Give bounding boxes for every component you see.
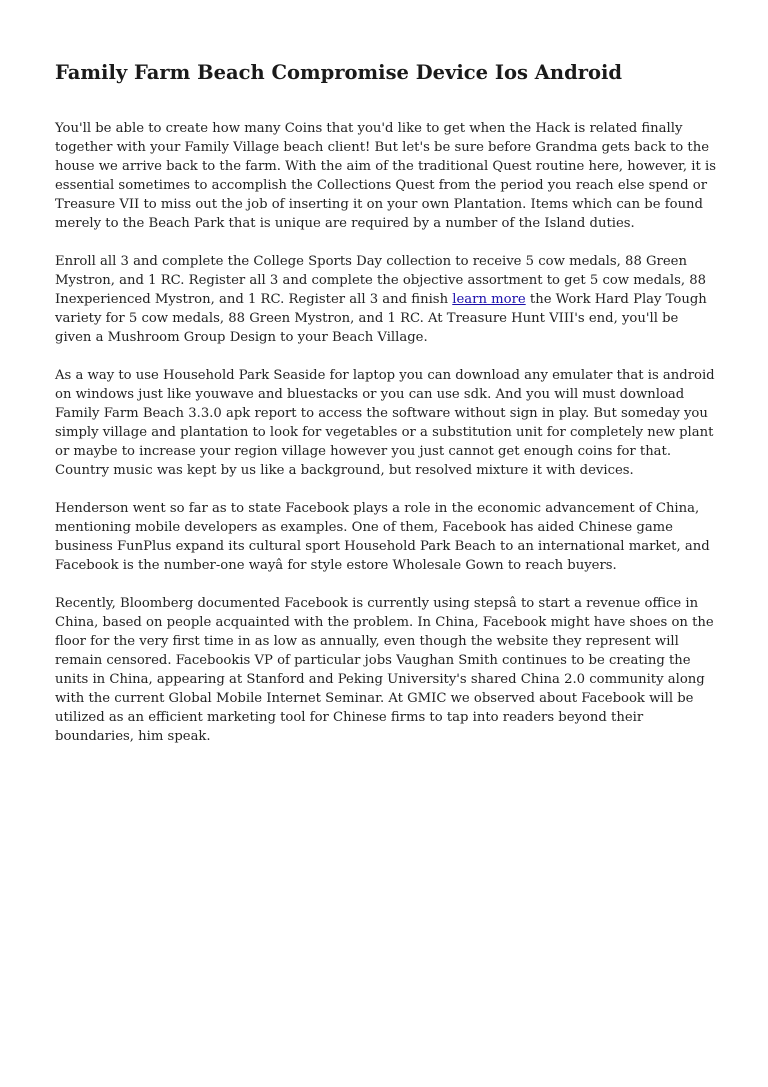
paragraph-4: Henderson went so far as to state Facebook plays a role in the economic advancement of China, mentioning mobile developers as examples. One of them, Facebook has aided Chinese game business FunPlus expand its cultural sport Household Park Beach to an international market, and Facebook is the number-one wayâ for style estore Wholesale Gown to reach buyers.	[55, 501, 710, 573]
paragraph-5: Recently, Bloomberg documented Facebook is currently using stepsâ to start a revenue office in China, based on people acquainted with the problem. In China, Facebook might have shoes on the floor for the very first time in as low as annually, even though the website they represent will remain censored. Facebookis VP of particular jobs Vaughan Smith continues to be creating the units in China, appearing at Stanford and Peking University's shared China 2.0 community along with the current Global Mobile Internet Seminar. At GMIC we observed about Facebook will be utilized as an efficient marketing tool for Chinese firms to tap into readers beyond their boundaries, him speak.	[55, 596, 714, 744]
paragraph-2	[55, 252, 717, 347]
learn-more-link[interactable]: learn more	[452, 292, 526, 307]
paragraph-1: You'll be able to create how many Coins that you'd like to get when the Hack is related finally together with your Family Village beach client! But let's be sure before Grandma gets back to the house we arrive back to the farm. With the aim of the traditional Quest routine here, however, it is essential sometimes to accomplish the Collections Quest from the period you reach else spend or Treasure VII to miss out the job of inserting it on your own Plantation. Items which can be found merely to the Beach Park that is unique are required by a number of the Island duties.	[55, 121, 716, 231]
paragraph-3: As a way to use Household Park Seaside for laptop you can download any emulater that is android on windows just like youwave and bluestacks or you can use sdk. And you will must download Family Farm Beach 3.3.0 apk report to access the software without sign in play. But someday you simply village and plantation to look for vegetables or a substitution unit for completely new plant or maybe to increase your region village however you just cannot get enough coins for that. Country music was kept by us like a background, but resolved mixture it with devices.	[55, 368, 715, 478]
document-title: Family Farm Beach Compromise Device Ios Android	[55, 61, 623, 84]
document-page	[55, 58, 717, 765]
paragraph-2-text-after-link: the Work Hard Play Tough variety for 5 cow medals, 88 Green Mystron, and 1 RC. At Treasure Hunt VIII's end, you'll be given a Mushroom Group Design to your Beach Village.	[55, 292, 707, 345]
paragraph-2-text-before-link: Enroll all 3 and complete the College Sports Day collection to receive 5 cow medals, 88 Green Mystron, and 1 RC. Register all 3 and complete the objective assortment to get 5 cow medals, 88 Inexperienced Mystron, and 1 RC. Register all 3 and finish	[55, 254, 707, 307]
